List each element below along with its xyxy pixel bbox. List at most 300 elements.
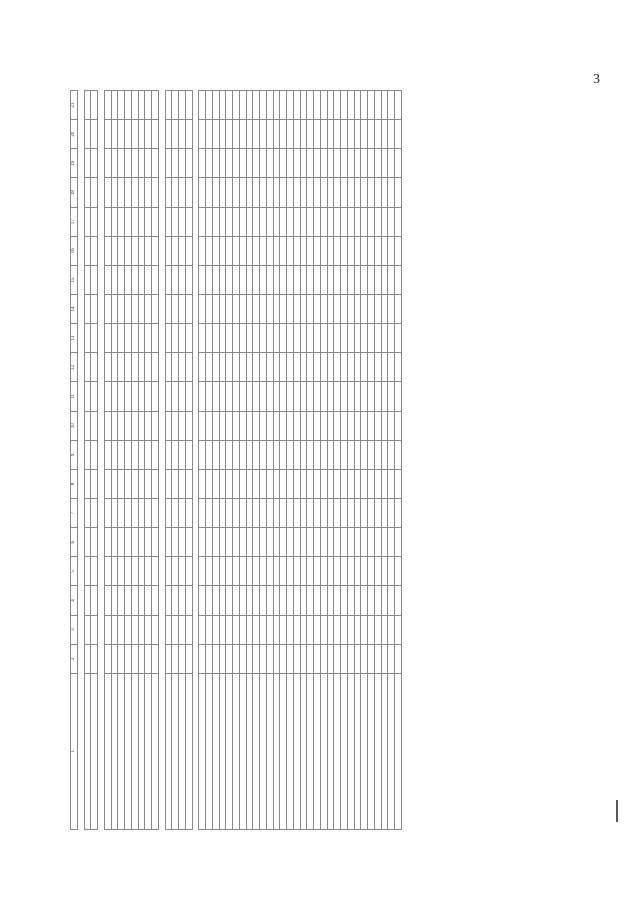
row-value-cell bbox=[341, 91, 348, 120]
row-value-cell bbox=[152, 586, 159, 615]
row-value-cell bbox=[239, 499, 246, 528]
row-value-cell bbox=[206, 469, 213, 498]
row-value-cell bbox=[314, 469, 321, 498]
row-name-cell bbox=[91, 673, 98, 829]
row-value-cell bbox=[307, 499, 314, 528]
row-value-cell bbox=[239, 295, 246, 324]
row-value-cell bbox=[253, 120, 260, 149]
row-value-cell bbox=[388, 178, 395, 207]
row-value-cell bbox=[84, 499, 91, 528]
row-value-cell bbox=[125, 557, 132, 586]
row-value-cell bbox=[219, 207, 226, 236]
row-value-cell bbox=[91, 528, 98, 557]
row-value-cell bbox=[253, 295, 260, 324]
row-value-cell bbox=[179, 265, 186, 294]
table-row bbox=[206, 91, 213, 830]
row-value-cell bbox=[354, 324, 361, 353]
row-value-cell bbox=[239, 644, 246, 673]
row-value-cell bbox=[388, 615, 395, 644]
row-value-cell bbox=[293, 586, 300, 615]
column-number-header: 13 bbox=[71, 324, 78, 353]
row-value-cell bbox=[280, 178, 287, 207]
row-value-cell bbox=[219, 644, 226, 673]
row-value-cell bbox=[374, 411, 381, 440]
row-value-cell bbox=[395, 499, 402, 528]
row-value-cell bbox=[307, 440, 314, 469]
row-value-cell bbox=[388, 411, 395, 440]
row-value-cell bbox=[314, 411, 321, 440]
table-row bbox=[266, 91, 273, 830]
row-value-cell bbox=[287, 295, 294, 324]
row-value-cell bbox=[179, 440, 186, 469]
data-table bbox=[70, 90, 402, 830]
row-value-cell bbox=[381, 207, 388, 236]
row-value-cell bbox=[138, 382, 145, 411]
row-value-cell bbox=[307, 615, 314, 644]
row-value-cell bbox=[206, 586, 213, 615]
row-value-cell bbox=[381, 265, 388, 294]
row-value-cell bbox=[260, 120, 267, 149]
row-value-cell bbox=[327, 295, 334, 324]
row-value-cell bbox=[104, 586, 111, 615]
row-value-cell bbox=[172, 236, 179, 265]
row-value-cell bbox=[131, 469, 138, 498]
row-value-cell bbox=[354, 499, 361, 528]
row-value-cell bbox=[226, 120, 233, 149]
row-value-cell bbox=[233, 528, 240, 557]
row-value-cell bbox=[179, 120, 186, 149]
row-value-cell bbox=[91, 469, 98, 498]
row-value-cell bbox=[206, 324, 213, 353]
row-value-cell bbox=[239, 120, 246, 149]
row-value-cell bbox=[260, 586, 267, 615]
row-name-cell bbox=[354, 673, 361, 829]
row-value-cell bbox=[368, 324, 375, 353]
row-value-cell bbox=[185, 353, 192, 382]
row-value-cell bbox=[280, 586, 287, 615]
row-value-cell bbox=[172, 440, 179, 469]
row-value-cell bbox=[287, 149, 294, 178]
row-value-cell bbox=[84, 615, 91, 644]
table-row bbox=[388, 91, 395, 830]
row-value-cell bbox=[368, 120, 375, 149]
row-value-cell bbox=[125, 353, 132, 382]
row-value-cell bbox=[253, 499, 260, 528]
row-value-cell bbox=[206, 120, 213, 149]
row-value-cell bbox=[307, 382, 314, 411]
row-value-cell bbox=[280, 265, 287, 294]
row-value-cell bbox=[273, 120, 280, 149]
row-value-cell bbox=[179, 586, 186, 615]
row-name-cell bbox=[334, 673, 341, 829]
row-value-cell bbox=[273, 353, 280, 382]
row-value-cell bbox=[361, 353, 368, 382]
row-value-cell bbox=[347, 469, 354, 498]
row-value-cell bbox=[84, 382, 91, 411]
row-value-cell bbox=[233, 644, 240, 673]
row-value-cell bbox=[239, 469, 246, 498]
row-value-cell bbox=[145, 411, 152, 440]
row-value-cell bbox=[246, 353, 253, 382]
row-value-cell bbox=[145, 528, 152, 557]
row-value-cell bbox=[91, 207, 98, 236]
row-value-cell bbox=[307, 586, 314, 615]
row-value-cell bbox=[118, 644, 125, 673]
row-value-cell bbox=[84, 236, 91, 265]
row-value-cell bbox=[138, 207, 145, 236]
row-value-cell bbox=[334, 236, 341, 265]
row-value-cell bbox=[341, 644, 348, 673]
row-value-cell bbox=[320, 295, 327, 324]
row-value-cell bbox=[199, 91, 206, 120]
row-value-cell bbox=[327, 411, 334, 440]
row-value-cell bbox=[145, 499, 152, 528]
row-value-cell bbox=[212, 557, 219, 586]
row-value-cell bbox=[307, 178, 314, 207]
row-value-cell bbox=[273, 644, 280, 673]
row-value-cell bbox=[84, 644, 91, 673]
row-value-cell bbox=[354, 644, 361, 673]
row-value-cell bbox=[219, 499, 226, 528]
table-row bbox=[381, 91, 388, 830]
row-value-cell bbox=[368, 499, 375, 528]
row-value-cell bbox=[212, 265, 219, 294]
column-number-header: 17 bbox=[71, 207, 78, 236]
row-value-cell bbox=[327, 440, 334, 469]
row-value-cell bbox=[374, 324, 381, 353]
row-value-cell bbox=[172, 178, 179, 207]
row-value-cell bbox=[253, 236, 260, 265]
table-row bbox=[293, 91, 300, 830]
row-value-cell bbox=[179, 207, 186, 236]
row-value-cell bbox=[374, 353, 381, 382]
row-value-cell bbox=[138, 91, 145, 120]
row-value-cell bbox=[199, 295, 206, 324]
row-value-cell bbox=[233, 557, 240, 586]
row-value-cell bbox=[320, 207, 327, 236]
table-row bbox=[287, 91, 294, 830]
row-value-cell bbox=[131, 236, 138, 265]
row-value-cell bbox=[219, 236, 226, 265]
column-number-header: 5 bbox=[71, 557, 78, 586]
row-value-cell bbox=[199, 615, 206, 644]
row-value-cell bbox=[327, 236, 334, 265]
row-value-cell bbox=[145, 91, 152, 120]
row-value-cell bbox=[388, 324, 395, 353]
column-number-header: 11 bbox=[71, 382, 78, 411]
row-value-cell bbox=[138, 644, 145, 673]
row-value-cell bbox=[374, 295, 381, 324]
row-name-cell bbox=[138, 673, 145, 829]
row-value-cell bbox=[347, 295, 354, 324]
row-value-cell bbox=[199, 528, 206, 557]
row-value-cell bbox=[172, 469, 179, 498]
row-value-cell bbox=[226, 295, 233, 324]
row-name-cell bbox=[273, 673, 280, 829]
row-value-cell bbox=[280, 149, 287, 178]
row-value-cell bbox=[341, 207, 348, 236]
row-value-cell bbox=[334, 469, 341, 498]
row-value-cell bbox=[226, 265, 233, 294]
table-row bbox=[152, 91, 159, 830]
row-value-cell bbox=[219, 469, 226, 498]
row-value-cell bbox=[327, 528, 334, 557]
page-number: 3 bbox=[593, 72, 600, 87]
row-value-cell bbox=[395, 324, 402, 353]
row-value-cell bbox=[239, 265, 246, 294]
row-value-cell bbox=[280, 295, 287, 324]
row-value-cell bbox=[131, 265, 138, 294]
row-value-cell bbox=[253, 411, 260, 440]
row-value-cell bbox=[111, 411, 118, 440]
row-name-cell bbox=[152, 673, 159, 829]
row-value-cell bbox=[314, 91, 321, 120]
row-value-cell bbox=[118, 499, 125, 528]
row-value-cell bbox=[246, 644, 253, 673]
table-row bbox=[199, 91, 206, 830]
row-value-cell bbox=[185, 207, 192, 236]
row-value-cell bbox=[226, 440, 233, 469]
row-name-cell bbox=[300, 673, 307, 829]
row-value-cell bbox=[381, 91, 388, 120]
row-value-cell bbox=[246, 324, 253, 353]
row-value-cell bbox=[341, 265, 348, 294]
row-value-cell bbox=[341, 411, 348, 440]
row-value-cell bbox=[266, 382, 273, 411]
row-value-cell bbox=[266, 353, 273, 382]
row-value-cell bbox=[266, 615, 273, 644]
row-value-cell bbox=[104, 178, 111, 207]
row-value-cell bbox=[287, 440, 294, 469]
row-value-cell bbox=[104, 207, 111, 236]
row-value-cell bbox=[354, 207, 361, 236]
row-value-cell bbox=[212, 499, 219, 528]
row-value-cell bbox=[361, 149, 368, 178]
row-value-cell bbox=[300, 586, 307, 615]
row-value-cell bbox=[253, 644, 260, 673]
row-value-cell bbox=[179, 91, 186, 120]
row-value-cell bbox=[361, 528, 368, 557]
table-row bbox=[131, 91, 138, 830]
row-value-cell bbox=[131, 528, 138, 557]
row-value-cell bbox=[388, 499, 395, 528]
row-value-cell bbox=[253, 469, 260, 498]
row-value-cell bbox=[212, 236, 219, 265]
section-title bbox=[98, 91, 105, 830]
row-value-cell bbox=[246, 469, 253, 498]
row-value-cell bbox=[300, 120, 307, 149]
row-value-cell bbox=[320, 236, 327, 265]
row-value-cell bbox=[172, 265, 179, 294]
row-value-cell bbox=[374, 178, 381, 207]
row-value-cell bbox=[280, 440, 287, 469]
row-value-cell bbox=[131, 499, 138, 528]
row-value-cell bbox=[374, 440, 381, 469]
row-value-cell bbox=[172, 411, 179, 440]
row-value-cell bbox=[152, 440, 159, 469]
row-value-cell bbox=[273, 324, 280, 353]
row-value-cell bbox=[287, 178, 294, 207]
row-value-cell bbox=[226, 499, 233, 528]
row-value-cell bbox=[152, 178, 159, 207]
row-value-cell bbox=[111, 120, 118, 149]
row-value-cell bbox=[293, 499, 300, 528]
row-value-cell bbox=[300, 149, 307, 178]
row-value-cell bbox=[179, 149, 186, 178]
row-value-cell bbox=[104, 149, 111, 178]
row-value-cell bbox=[185, 295, 192, 324]
row-value-cell bbox=[395, 411, 402, 440]
row-value-cell bbox=[307, 120, 314, 149]
row-value-cell bbox=[388, 265, 395, 294]
row-value-cell bbox=[266, 207, 273, 236]
row-value-cell bbox=[226, 353, 233, 382]
table-row bbox=[307, 91, 314, 830]
row-value-cell bbox=[165, 528, 172, 557]
row-value-cell bbox=[91, 557, 98, 586]
row-value-cell bbox=[293, 440, 300, 469]
row-value-cell bbox=[111, 499, 118, 528]
row-name-cell bbox=[395, 673, 402, 829]
table-row bbox=[138, 91, 145, 830]
row-value-cell bbox=[91, 615, 98, 644]
row-value-cell bbox=[260, 411, 267, 440]
row-value-cell bbox=[111, 615, 118, 644]
row-value-cell bbox=[206, 644, 213, 673]
row-value-cell bbox=[152, 149, 159, 178]
row-value-cell bbox=[206, 149, 213, 178]
row-value-cell bbox=[388, 644, 395, 673]
row-value-cell bbox=[280, 557, 287, 586]
row-value-cell bbox=[266, 178, 273, 207]
row-value-cell bbox=[104, 411, 111, 440]
row-value-cell bbox=[260, 469, 267, 498]
row-value-cell bbox=[388, 440, 395, 469]
row-value-cell bbox=[307, 644, 314, 673]
column-number-header: 3 bbox=[71, 615, 78, 644]
row-value-cell bbox=[273, 382, 280, 411]
row-value-cell bbox=[260, 615, 267, 644]
row-value-cell bbox=[185, 586, 192, 615]
row-value-cell bbox=[287, 644, 294, 673]
row-value-cell bbox=[266, 644, 273, 673]
row-value-cell bbox=[260, 207, 267, 236]
table-row bbox=[341, 91, 348, 830]
row-value-cell bbox=[374, 149, 381, 178]
row-value-cell bbox=[320, 382, 327, 411]
row-value-cell bbox=[260, 528, 267, 557]
row-value-cell bbox=[185, 324, 192, 353]
row-value-cell bbox=[266, 236, 273, 265]
row-value-cell bbox=[293, 265, 300, 294]
row-value-cell bbox=[172, 149, 179, 178]
row-value-cell bbox=[273, 411, 280, 440]
row-value-cell bbox=[226, 615, 233, 644]
row-value-cell bbox=[368, 557, 375, 586]
row-value-cell bbox=[145, 586, 152, 615]
row-value-cell bbox=[91, 295, 98, 324]
row-value-cell bbox=[206, 440, 213, 469]
row-value-cell bbox=[334, 149, 341, 178]
row-value-cell bbox=[172, 295, 179, 324]
row-value-cell bbox=[84, 557, 91, 586]
row-value-cell bbox=[226, 469, 233, 498]
row-value-cell bbox=[273, 440, 280, 469]
row-value-cell bbox=[118, 615, 125, 644]
row-value-cell bbox=[395, 207, 402, 236]
row-value-cell bbox=[253, 207, 260, 236]
row-value-cell bbox=[260, 353, 267, 382]
row-name-cell bbox=[206, 673, 213, 829]
row-value-cell bbox=[219, 265, 226, 294]
row-value-cell bbox=[341, 149, 348, 178]
row-value-cell bbox=[239, 178, 246, 207]
row-value-cell bbox=[388, 149, 395, 178]
row-name-cell bbox=[226, 673, 233, 829]
row-name-cell bbox=[347, 673, 354, 829]
row-value-cell bbox=[125, 91, 132, 120]
row-value-cell bbox=[354, 615, 361, 644]
table-row bbox=[145, 91, 152, 830]
document-table-region bbox=[70, 90, 590, 830]
row-value-cell bbox=[246, 411, 253, 440]
row-value-cell bbox=[374, 615, 381, 644]
row-value-cell bbox=[91, 586, 98, 615]
row-value-cell bbox=[131, 91, 138, 120]
row-value-cell bbox=[266, 499, 273, 528]
row-value-cell bbox=[293, 353, 300, 382]
row-value-cell bbox=[341, 324, 348, 353]
row-value-cell bbox=[300, 178, 307, 207]
row-value-cell bbox=[327, 499, 334, 528]
row-value-cell bbox=[233, 236, 240, 265]
row-value-cell bbox=[145, 644, 152, 673]
row-value-cell bbox=[219, 440, 226, 469]
row-value-cell bbox=[327, 149, 334, 178]
row-value-cell bbox=[125, 615, 132, 644]
row-value-cell bbox=[314, 178, 321, 207]
row-value-cell bbox=[233, 149, 240, 178]
row-value-cell bbox=[118, 353, 125, 382]
row-value-cell bbox=[239, 236, 246, 265]
row-value-cell bbox=[354, 265, 361, 294]
row-value-cell bbox=[341, 236, 348, 265]
row-value-cell bbox=[395, 644, 402, 673]
row-value-cell bbox=[152, 499, 159, 528]
row-value-cell bbox=[361, 324, 368, 353]
row-value-cell bbox=[334, 91, 341, 120]
row-value-cell bbox=[246, 178, 253, 207]
row-name-cell bbox=[287, 673, 294, 829]
row-value-cell bbox=[307, 324, 314, 353]
row-value-cell bbox=[111, 149, 118, 178]
row-name-cell bbox=[260, 673, 267, 829]
section-header-row bbox=[98, 91, 105, 830]
row-value-cell bbox=[327, 324, 334, 353]
row-value-cell bbox=[347, 557, 354, 586]
row-value-cell bbox=[226, 382, 233, 411]
row-value-cell bbox=[260, 499, 267, 528]
row-value-cell bbox=[293, 149, 300, 178]
row-value-cell bbox=[347, 382, 354, 411]
row-value-cell bbox=[354, 120, 361, 149]
row-value-cell bbox=[111, 469, 118, 498]
row-name-cell bbox=[179, 673, 186, 829]
row-value-cell bbox=[361, 295, 368, 324]
row-value-cell bbox=[212, 149, 219, 178]
row-value-cell bbox=[374, 528, 381, 557]
row-value-cell bbox=[111, 586, 118, 615]
